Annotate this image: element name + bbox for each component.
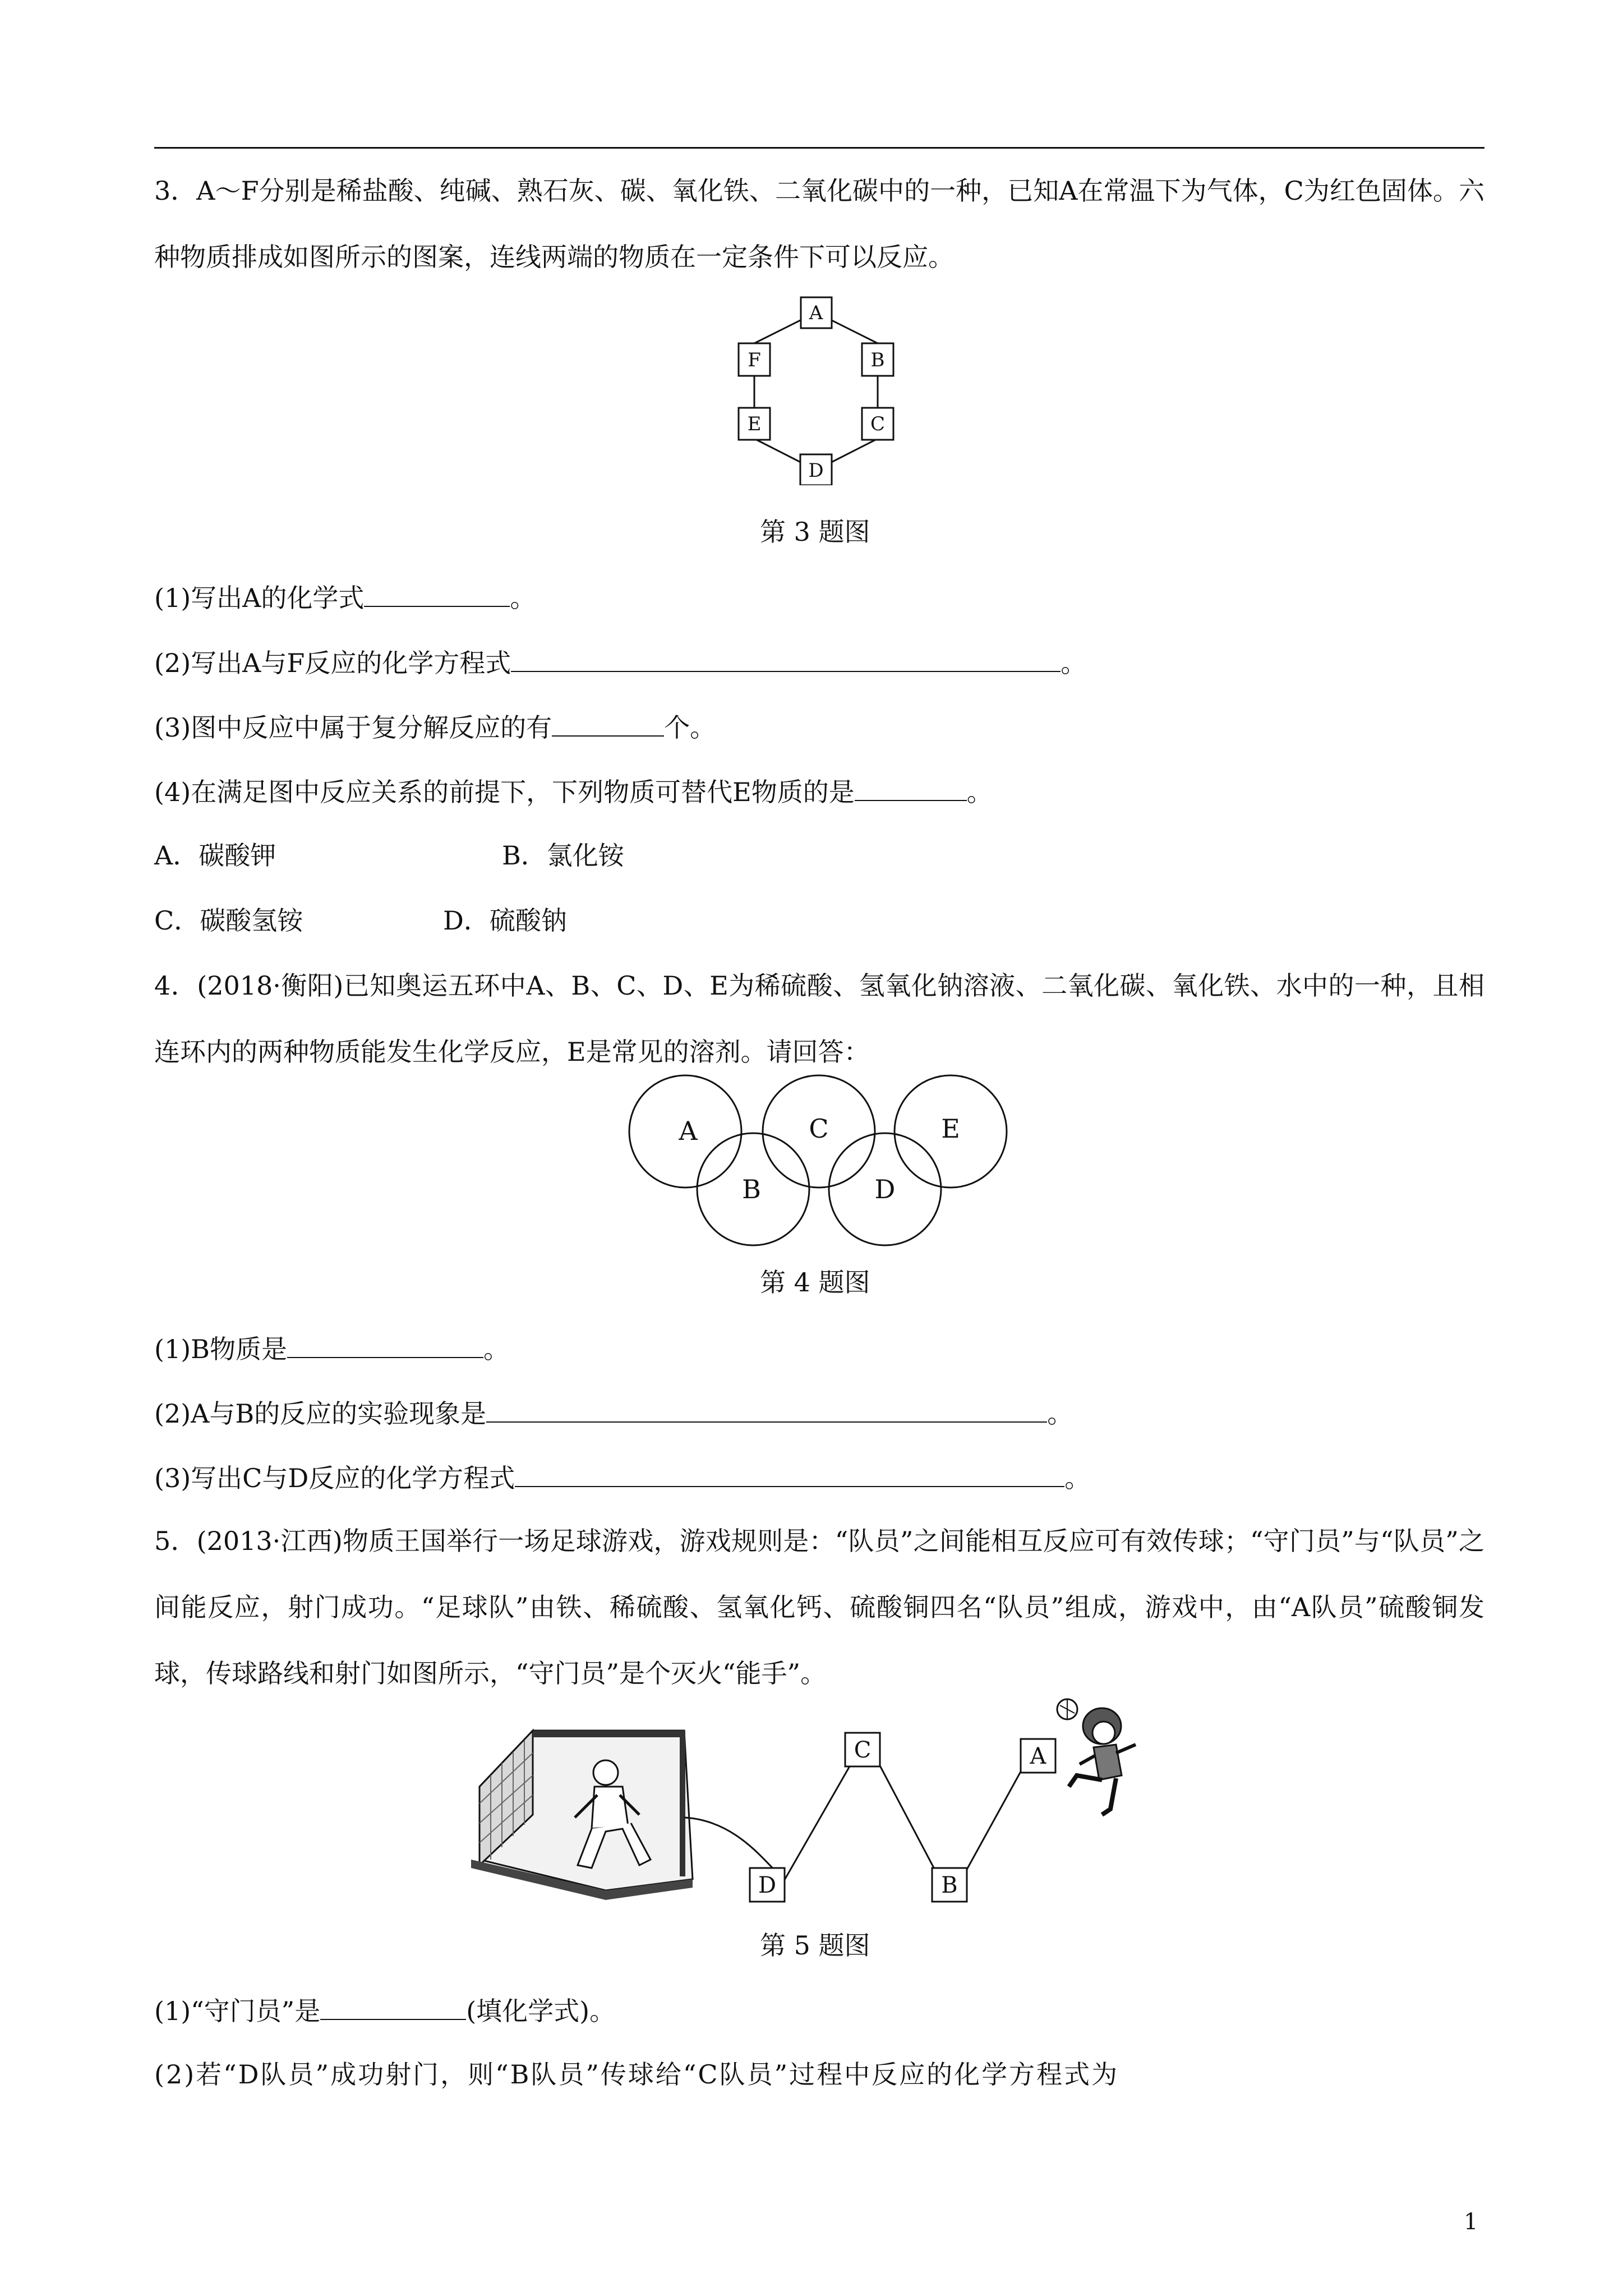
box-label-a: A bbox=[1030, 1743, 1046, 1769]
q5-sub1-prompt: (1)“守门员”是 bbox=[154, 1996, 321, 2026]
hex-label-d: D bbox=[808, 459, 824, 482]
q3-sub3-prompt: (3)图中反应中属于复分解反应的有 bbox=[154, 712, 552, 743]
q3-sub4-prompt: (4)在满足图中反应关系的前提下，下列物质可替代E物质的是 bbox=[154, 777, 855, 807]
q4-sub1-end: 。 bbox=[483, 1334, 509, 1364]
q5-sub1-end: (填化学式)。 bbox=[466, 1996, 616, 2026]
q3-sub1-blank[interactable] bbox=[364, 580, 510, 607]
q3-caption: 第 3 题图 bbox=[760, 517, 870, 547]
soccer-goal-icon bbox=[471, 1731, 693, 1900]
ring-label-e: E bbox=[941, 1114, 960, 1144]
ring-label-c: C bbox=[809, 1114, 829, 1144]
q3-sub2 bbox=[154, 645, 1086, 680]
q4-sub1 bbox=[154, 1331, 509, 1366]
q5-sub2: (2)若“D队员”成功射门，则“B队员”传球给“C队员”过程中反应的化学方程式为 bbox=[154, 2059, 1119, 2090]
q3-sub2-end: 。 bbox=[1061, 648, 1087, 678]
q3-option-a[interactable]: A．碳酸钾 bbox=[154, 840, 276, 871]
q3-sub4-end: 。 bbox=[966, 777, 993, 807]
q4-sub2-prompt: (2)A与B的反应的实验现象是 bbox=[154, 1398, 487, 1429]
ring-label-d: D bbox=[874, 1174, 896, 1204]
q4-sub3 bbox=[154, 1460, 1090, 1495]
q3-sub1-prompt: (1)写出A的化学式 bbox=[154, 583, 365, 613]
q3-sub1-end: 。 bbox=[510, 583, 536, 613]
q3-option-d[interactable]: D．硫酸钠 bbox=[443, 905, 567, 936]
q3-sub1 bbox=[154, 580, 536, 615]
q3-sub4 bbox=[154, 774, 993, 809]
ring-label-b: B bbox=[742, 1174, 761, 1204]
q4-stem: 4．(2018·衡阳)已知奥运五环中A、B、C、D、E为稀硫酸、氢氧化钠溶液、二氧化碳、氧化铁、水中的一种，且相连环内的两种物质能发生化学反应，E是常见的溶剂。请回答： bbox=[154, 970, 1484, 1067]
q3-sub3-blank[interactable] bbox=[552, 710, 664, 737]
q4-sub2-end: 。 bbox=[1047, 1398, 1073, 1429]
header-rule bbox=[154, 147, 1484, 149]
q5-sub1 bbox=[154, 1993, 615, 2028]
hex-label-e: E bbox=[747, 413, 762, 435]
q3-option-c[interactable]: C．碳酸氢铵 bbox=[154, 905, 303, 936]
q5-sub1-blank[interactable] bbox=[320, 1993, 466, 2020]
q4-sub2-blank[interactable] bbox=[486, 1396, 1047, 1423]
q4-sub2 bbox=[154, 1396, 1073, 1430]
q4-caption: 第 4 题图 bbox=[760, 1267, 870, 1297]
q3-stem: 3．A～F分别是稀盐酸、纯碱、熟石灰、碳、氧化铁、二氧化碳中的一种，已知A在常温下为气体，C为红色固体。六种物质排成如图所示的图案，连线两端的物质在一定条件下可以反应。 bbox=[154, 176, 1484, 272]
q3-sub2-prompt: (2)写出A与F反应的化学方程式 bbox=[154, 648, 511, 678]
q4-sub3-end: 。 bbox=[1064, 1463, 1091, 1493]
hex-label-b: B bbox=[870, 349, 885, 371]
q3-sub3 bbox=[154, 710, 716, 744]
q3-sub2-blank[interactable] bbox=[511, 645, 1061, 672]
q4-sub3-blank[interactable] bbox=[515, 1460, 1064, 1487]
q4-olympic-rings-diagram bbox=[625, 1071, 1012, 1251]
q4-sub3-prompt: (3)写出C与D反应的化学方程式 bbox=[154, 1463, 515, 1493]
ring-label-a: A bbox=[679, 1116, 698, 1146]
q4-sub1-blank[interactable] bbox=[287, 1331, 483, 1358]
soccer-player-icon bbox=[1057, 1699, 1136, 1815]
q3-sub3-end: 个。 bbox=[664, 712, 716, 743]
q5-caption: 第 5 题图 bbox=[760, 1930, 870, 1961]
page-number: 1 bbox=[1464, 2209, 1478, 2235]
q3-hexagon-diagram bbox=[709, 292, 923, 485]
q5-stem: 5．(2013·江西)物质王国举行一场足球游戏，游戏规则是：“队员”之间能相互反应可有效传球；“守门员”与“队员”之间能反应，射门成功。“足球队”由铁、稀硫酸、氢氧化钙、硫酸铜四名“队员”组成，游戏中，由“A队员”硫酸铜发球，传球路线和射门如图所示，“守门员”是个灭火“能手”。 bbox=[154, 1526, 1484, 1688]
q4-sub1-prompt: (1)B物质是 bbox=[154, 1334, 287, 1364]
hex-label-c: C bbox=[870, 413, 886, 435]
q5-soccer-diagram bbox=[471, 1697, 1166, 1916]
box-label-b: B bbox=[941, 1872, 958, 1898]
box-label-d: D bbox=[758, 1872, 777, 1898]
hex-label-f: F bbox=[748, 349, 761, 371]
box-label-c: C bbox=[854, 1737, 872, 1763]
hex-label-a: A bbox=[809, 302, 823, 324]
q3-sub4-blank[interactable] bbox=[855, 774, 967, 801]
q3-option-b[interactable]: B．氯化铵 bbox=[502, 840, 624, 871]
